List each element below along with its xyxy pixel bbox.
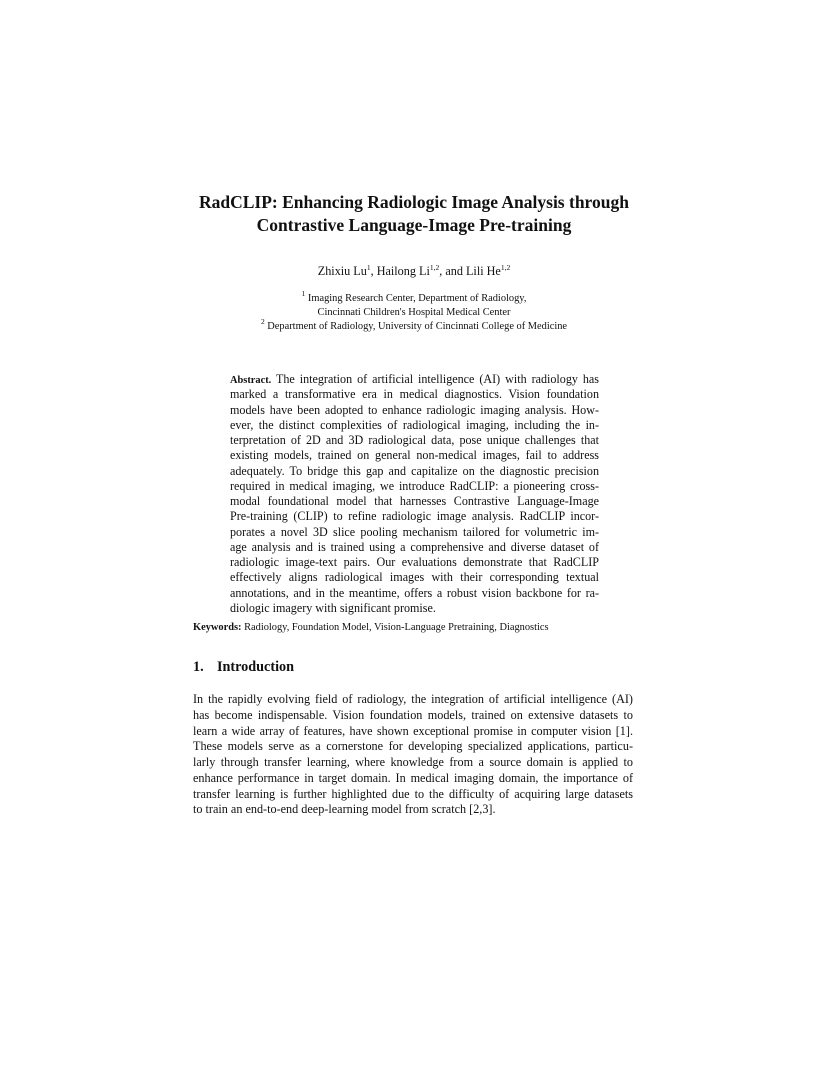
abstract-line: ever, the distinct complexities of radiological imaging, including the in- bbox=[230, 417, 599, 432]
abstract-line: annotations, and in the meantime, offers a robust vision backbone for ra- bbox=[230, 585, 599, 600]
abstract-line: required in medical imaging, we introduce RadCLIP: a pioneering cross- bbox=[230, 478, 599, 493]
abstract-line: modal foundational model that harnesses Contrastive Language-Image bbox=[230, 494, 599, 508]
keywords-line bbox=[193, 621, 633, 635]
affiliation-line bbox=[150, 317, 678, 334]
abstract-label: Abstract. bbox=[230, 375, 272, 386]
author-separator: , bbox=[370, 264, 377, 278]
author-affiliation-mark: 1 bbox=[366, 263, 371, 272]
abstract-line: effectively aligns radiological images with their corresponding textual bbox=[230, 570, 599, 585]
section-title: Introduction bbox=[217, 659, 294, 675]
author-affiliation-mark: 1,2 bbox=[500, 263, 511, 272]
abstract-line: marked a transformative era in medical diagnostics. Vision foundation bbox=[230, 387, 599, 402]
affiliation-line bbox=[150, 289, 678, 306]
abstract-line: age analysis and is trained using a comprehensive and diverse dataset of bbox=[230, 539, 599, 554]
abstract-line: models have been adopted to enhance radiologic imaging analysis. How- bbox=[230, 402, 599, 417]
paragraph-line: In the rapidly evolving field of radiology, the integration of artificial intelligence (AI) bbox=[193, 692, 633, 706]
affiliation-text: Imaging Research Center, Department of Radiology, bbox=[305, 293, 527, 304]
author-affiliation-mark: 1,2 bbox=[429, 263, 440, 272]
section-heading bbox=[193, 658, 294, 676]
paper-title bbox=[150, 191, 678, 237]
author-name: Lili He bbox=[465, 264, 501, 278]
abstract-block bbox=[230, 372, 599, 616]
paragraph-line: has become indispensable. Vision foundation models, trained on extensive datasets to bbox=[193, 707, 633, 722]
affiliation-line bbox=[150, 306, 678, 320]
paragraph-line: These models serve as a cornerstone for developing specialized applications, particu- bbox=[193, 739, 633, 754]
paragraph-line: to train an end-to-end deep-learning model from scratch [2,3]. bbox=[193, 802, 496, 817]
author-name: Hailong Li bbox=[376, 264, 430, 278]
author-list bbox=[150, 264, 678, 279]
abstract-line: porates a novel 3D slice pooling mechanism tailored for volumetric im- bbox=[230, 524, 599, 539]
keywords-text: Radiology, Foundation Model, Vision-Language Pretraining, Diagnostics bbox=[241, 622, 549, 633]
title-line-1: RadCLIP: Enhancing Radiologic Image Analysis through bbox=[199, 192, 629, 212]
keywords-label: Keywords: bbox=[193, 622, 242, 633]
abstract-line: diologic imagery with significant promise. bbox=[230, 600, 436, 615]
affiliation-number: 1 bbox=[301, 289, 306, 298]
introduction-paragraph bbox=[193, 692, 633, 818]
affiliation-text: Department of Radiology, University of Cincinnati College of Medicine bbox=[264, 321, 568, 332]
author-separator: , and bbox=[439, 264, 466, 278]
section-number: 1. bbox=[193, 659, 204, 675]
abstract-line: existing models, trained on general non-medical images, fail to address bbox=[230, 448, 599, 463]
abstract-line: terpretation of 2D and 3D radiological data, pose unique challenges that bbox=[230, 433, 599, 447]
affiliation-text: Cincinnati Children's Hospital Medical Center bbox=[317, 307, 511, 318]
abstract-line: Pre-training (CLIP) to refine radiologic image analysis. RadCLIP incor- bbox=[230, 509, 599, 524]
author-name: Zhixiu Lu bbox=[317, 264, 367, 278]
paragraph-line: learn a wide array of features, have shown exceptional promise in computer vision [1]. bbox=[193, 723, 633, 738]
affiliation-number: 2 bbox=[260, 317, 265, 326]
abstract-line: adequately. To bridge this gap and capitalize on the diagnostic precision bbox=[230, 463, 599, 478]
paragraph-line: transfer learning is further highlighted due to the difficulty of acquiring large datasets bbox=[193, 786, 633, 801]
paragraph-line: larly through transfer learning, where knowledge from a source domain is applied to bbox=[193, 755, 633, 769]
abstract-line: radiologic image-text pairs. Our evaluations demonstrate that RadCLIP bbox=[230, 555, 599, 569]
abstract-text: The integration of artificial intelligence (AI) with radiology has bbox=[271, 372, 599, 386]
title-line-2: Contrastive Language-Image Pre-training bbox=[256, 215, 572, 235]
paragraph-line: enhance performance in target domain. In medical imaging domain, the importance of bbox=[193, 770, 633, 785]
abstract-line bbox=[230, 372, 599, 387]
